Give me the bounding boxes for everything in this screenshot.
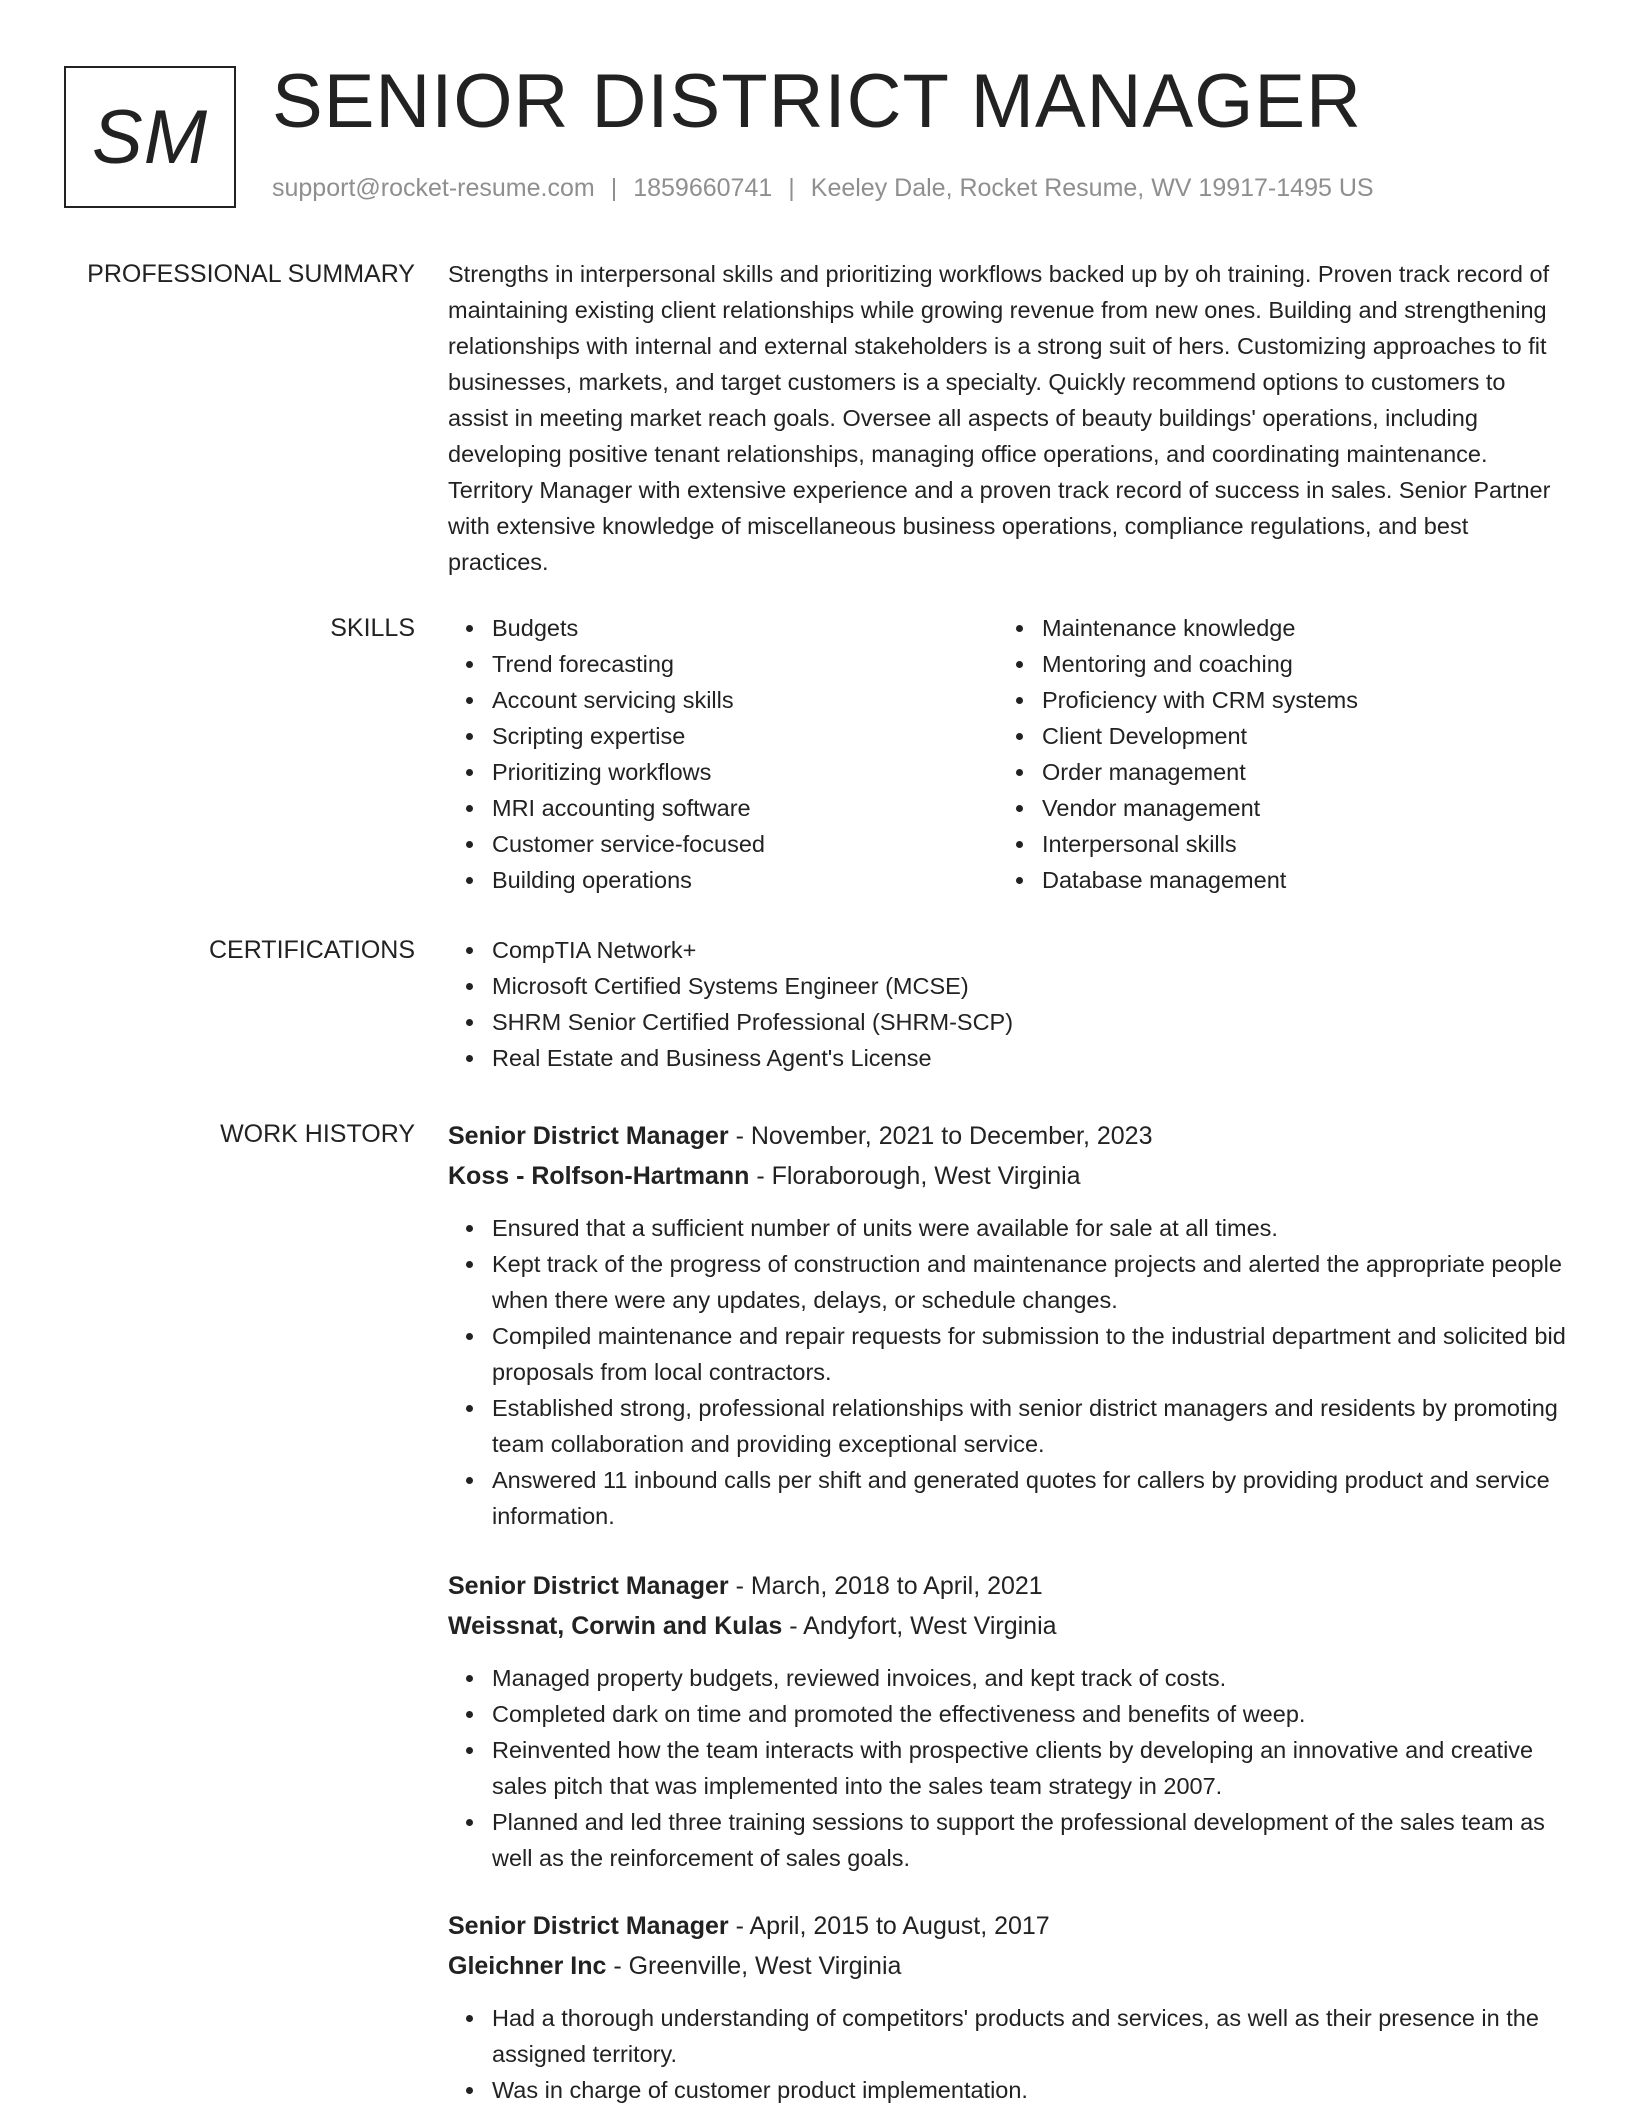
- job-bullet: Ensured that a sufficient number of units were available for sale at all times.: [492, 1210, 1568, 1246]
- contact-line: [272, 174, 1374, 203]
- certification-item: Microsoft Certified Systems Engineer (MCSE): [492, 968, 1568, 1004]
- skill-item: Client Development: [1042, 718, 1548, 754]
- skill-item: Customer service-focused: [492, 826, 998, 862]
- skills-column-right: [998, 610, 1548, 898]
- skill-item: Mentoring and coaching: [1042, 646, 1548, 682]
- job-bullet: Compiled maintenance and repair requests for submission to the industrial department and solicited bid proposals from local contractors.: [492, 1318, 1568, 1390]
- job-bullets: [448, 2000, 1568, 2108]
- skill-item: Scripting expertise: [492, 718, 998, 754]
- skill-item: MRI accounting software: [492, 790, 998, 826]
- skill-item: Building operations: [492, 862, 998, 898]
- job-bullets: [448, 1660, 1568, 1876]
- job-bullet: Had a thorough understanding of competitors' products and services, as well as their presence in the assigned territory.: [492, 2000, 1568, 2072]
- contact-separator: |: [610, 174, 618, 202]
- job-bullet: Reinvented how the team interacts with prospective clients by developing an innovative and creative sales pitch that was implemented into the sales team strategy in 2007.: [492, 1732, 1568, 1804]
- certification-item: SHRM Senior Certified Professional (SHRM-SCP): [492, 1004, 1568, 1040]
- job-title-line: [448, 1906, 1568, 1946]
- job-title: Senior District Manager: [448, 1912, 729, 1940]
- job-dates: - November, 2021 to December, 2023: [728, 1122, 1153, 1150]
- job-bullet: Was in charge of customer product implementation.: [492, 2072, 1568, 2108]
- job-bullet: Completed dark on time and promoted the effectiveness and benefits of weep.: [492, 1696, 1568, 1732]
- job-dates: - March, 2018 to April, 2021: [728, 1572, 1043, 1600]
- job-company: Koss - Rolfson-Hartmann: [448, 1162, 750, 1190]
- job-dates: - April, 2015 to August, 2017: [728, 1912, 1050, 1940]
- job-entry: [448, 1906, 1568, 2108]
- job-company-line: [448, 1946, 1568, 1986]
- skill-item: Interpersonal skills: [1042, 826, 1548, 862]
- job-bullet: Answered 11 inbound calls per shift and generated quotes for callers by providing product and service information.: [492, 1462, 1568, 1534]
- skill-item: Maintenance knowledge: [1042, 610, 1548, 646]
- summary-text: Strengths in interpersonal skills and prioritizing workflows backed up by oh training. Proven track record of maintaining existing client relationships while growing revenue from new ones. Building and strengthening relationships with internal and external stakeholders is a strong suit of hers. Customizing approaches to fit businesses, markets, and target customers is a specialty. Quickly recommend options to customers to assist in meeting market reach goals. Oversee all aspects of beauty buildings' operations, including developing positive tenant relationships, managing office operations, and coordinating maintenance. Territory Manager with extensive experience and a proven track record of success in sales. Senior Partner with extensive knowledge of miscellaneous business operations, compliance regulations, and best practices.: [448, 261, 1551, 575]
- job-company-line: [448, 1156, 1568, 1196]
- summary-heading: PROFESSIONAL SUMMARY: [87, 260, 415, 288]
- skill-item: Trend forecasting: [492, 646, 998, 682]
- skill-item: Order management: [1042, 754, 1548, 790]
- job-company: Weissnat, Corwin and Kulas: [448, 1612, 783, 1640]
- skills-heading: SKILLS: [330, 614, 415, 642]
- job-company: Gleichner Inc: [448, 1952, 607, 1980]
- skills-list-left: [448, 610, 998, 898]
- contact-email[interactable]: support@rocket-resume.com: [272, 174, 595, 202]
- skill-item: Prioritizing workflows: [492, 754, 998, 790]
- skill-item: Database management: [1042, 862, 1548, 898]
- job-location: - Andyfort, West Virginia: [782, 1612, 1057, 1640]
- job-bullet: Managed property budgets, reviewed invoices, and kept track of costs.: [492, 1660, 1568, 1696]
- resume-title: SENIOR DISTRICT MANAGER: [272, 59, 1362, 144]
- job-bullet: Planned and led three training sessions to support the professional development of the sales team as well as the reinforcement of sales goals.: [492, 1804, 1568, 1876]
- skills-column-left: [448, 610, 998, 898]
- skills-list-right: [998, 610, 1548, 898]
- job-entry: [448, 1116, 1568, 1534]
- summary-body: [448, 256, 1568, 580]
- job-location: - Greenville, West Virginia: [606, 1952, 902, 1980]
- skill-item: Proficiency with CRM systems: [1042, 682, 1548, 718]
- job-company-line: [448, 1606, 1568, 1646]
- skill-item: Budgets: [492, 610, 998, 646]
- certification-item: CompTIA Network+: [492, 932, 1568, 968]
- skill-item: Account servicing skills: [492, 682, 998, 718]
- job-title-line: [448, 1566, 1568, 1606]
- skills-columns: [448, 610, 1568, 898]
- monogram-logo: SM: [64, 66, 236, 208]
- certifications-list: [448, 932, 1568, 1076]
- job-title-line: [448, 1116, 1568, 1156]
- certifications-body: [448, 932, 1568, 1076]
- job-location: - Floraborough, West Virginia: [749, 1162, 1081, 1190]
- contact-address: Keeley Dale, Rocket Resume, WV 19917-1495 US: [810, 174, 1374, 202]
- job-bullets: [448, 1210, 1568, 1534]
- contact-separator: |: [788, 174, 795, 202]
- skills-body: [448, 610, 1568, 898]
- job-bullet: Established strong, professional relationships with senior district managers and residents by promoting team collaboration and providing exceptional service.: [492, 1390, 1568, 1462]
- job-title: Senior District Manager: [448, 1572, 729, 1600]
- job-entry: [448, 1566, 1568, 1876]
- job-bullet: Kept track of the progress of construction and maintenance projects and alerted the appropriate people when there were any updates, delays, or schedule changes.: [492, 1246, 1568, 1318]
- certifications-heading: CERTIFICATIONS: [208, 936, 415, 964]
- certification-item: Real Estate and Business Agent's License: [492, 1040, 1568, 1076]
- work-history-heading: WORK HISTORY: [220, 1120, 415, 1148]
- contact-phone[interactable]: 1859660741: [633, 174, 773, 202]
- job-title: Senior District Manager: [448, 1122, 729, 1150]
- skill-item: Vendor management: [1042, 790, 1548, 826]
